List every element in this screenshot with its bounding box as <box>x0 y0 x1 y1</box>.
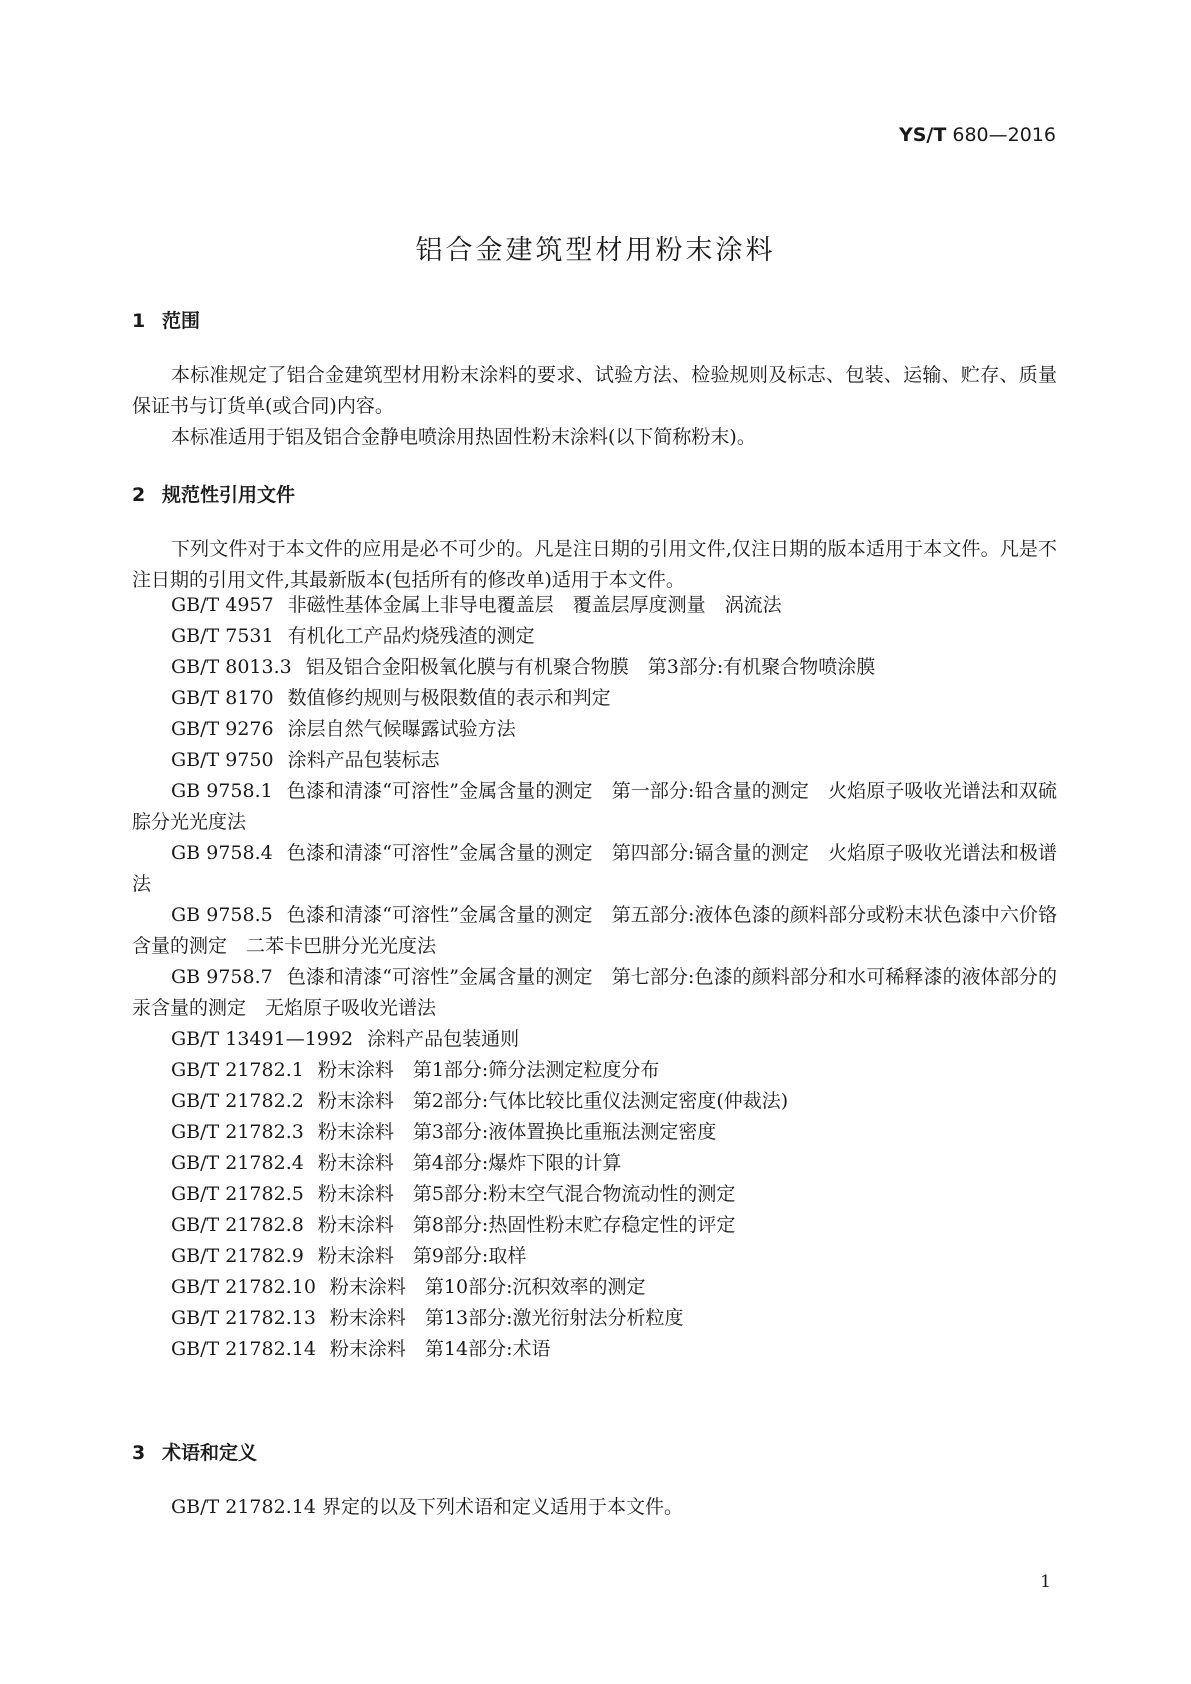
scope-text <box>132 360 1057 453</box>
reference-item: GB/T 9750 涂料产品包装标志 <box>171 749 440 771</box>
reference-item: GB/T 13491—1992 涂料产品包装通则 <box>171 1028 520 1050</box>
reference-item: GB 9758.5 色漆和清漆“可溶性”金属含量的测定 第五部分:液体色漆的颜料部分或粉末状色漆中六价铬含量的测定 二苯卡巴肼分光光度法 <box>132 904 1057 957</box>
standard-number: YS/T 680—2016 <box>898 124 1056 146</box>
reference-item: GB/T 21782.5 粉末涂料 第5部分:粉末空气混合物流动性的测定 <box>171 1183 736 1205</box>
terms-intro: GB/T 21782.14 界定的以及下列术语和定义适用于本文件。 <box>171 1496 683 1518</box>
scope-paragraph-2: 本标准适用于铝及铝合金静电喷涂用热固性粉末涂料(以下简称粉末)。 <box>171 426 756 448</box>
reference-item: GB/T 21782.9 粉末涂料 第9部分:取样 <box>171 1245 527 1267</box>
reference-item: GB/T 21782.2 粉末涂料 第2部分:气体比较比重仪法测定密度(仲裁法) <box>171 1090 789 1112</box>
references-intro: 下列文件对于本文件的应用是必不可少的。凡是注日期的引用文件,仅注日期的版本适用于本文件。凡是不注日期的引用文件,其最新版本(包括所有的修改单)适用于本文件。 <box>132 538 1057 591</box>
reference-item: GB/T 21782.4 粉末涂料 第4部分:爆炸下限的计算 <box>171 1152 622 1174</box>
scope-paragraph-1: 本标准规定了铝合金建筑型材用粉末涂料的要求、试验方法、检验规则及标志、包装、运输、贮存、质量保证书与订货单(或合同)内容。 <box>132 364 1057 417</box>
reference-item: GB/T 21782.13 粉末涂料 第13部分:激光衍射法分析粒度 <box>171 1307 684 1329</box>
reference-item: GB/T 21782.8 粉末涂料 第8部分:热固性粉末贮存稳定性的评定 <box>171 1214 736 1236</box>
section-3-heading: 3 术语和定义 <box>132 1442 258 1464</box>
page-number: 1 <box>1040 1572 1051 1592</box>
reference-item: GB/T 21782.3 粉末涂料 第3部分:液体置换比重瓶法测定密度 <box>171 1121 717 1143</box>
reference-item: GB 9758.7 色漆和清漆“可溶性”金属含量的测定 第七部分:色漆的颜料部分和水可稀释漆的液体部分的汞含量的测定 无焰原子吸收光谱法 <box>132 966 1057 1019</box>
reference-item: GB/T 7531 有机化工产品灼烧残渣的测定 <box>171 625 535 647</box>
reference-item: GB/T 4957 非磁性基体金属上非导电覆盖层 覆盖层厚度测量 涡流法 <box>171 594 782 616</box>
reference-item: GB/T 21782.1 粉末涂料 第1部分:筛分法测定粒度分布 <box>171 1059 660 1081</box>
reference-item: GB/T 21782.14 粉末涂料 第14部分:术语 <box>171 1338 551 1360</box>
reference-item: GB 9758.4 色漆和清漆“可溶性”金属含量的测定 第四部分:镉含量的测定 火焰原子吸收光谱法和极谱法 <box>132 842 1057 895</box>
reference-item: GB 9758.1 色漆和清漆“可溶性”金属含量的测定 第一部分:铅含量的测定 火焰原子吸收光谱法和双硫腙分光光度法 <box>132 780 1057 833</box>
reference-item: GB/T 8170 数值修约规则与极限数值的表示和判定 <box>171 687 611 709</box>
section-2-heading: 2 规范性引用文件 <box>132 484 296 506</box>
reference-item: GB/T 8013.3 铝及铝合金阳极氧化膜与有机聚合物膜 第3部分:有机聚合物喷涂膜 <box>171 656 876 678</box>
document-title: 铝合金建筑型材用粉末涂料 <box>415 235 776 266</box>
section-1-heading: 1 范围 <box>132 310 201 332</box>
reference-item: GB/T 9276 涂层自然气候曝露试验方法 <box>171 718 516 740</box>
normative-references-list <box>132 590 1057 1365</box>
reference-item: GB/T 21782.10 粉末涂料 第10部分:沉积效率的测定 <box>171 1276 646 1298</box>
